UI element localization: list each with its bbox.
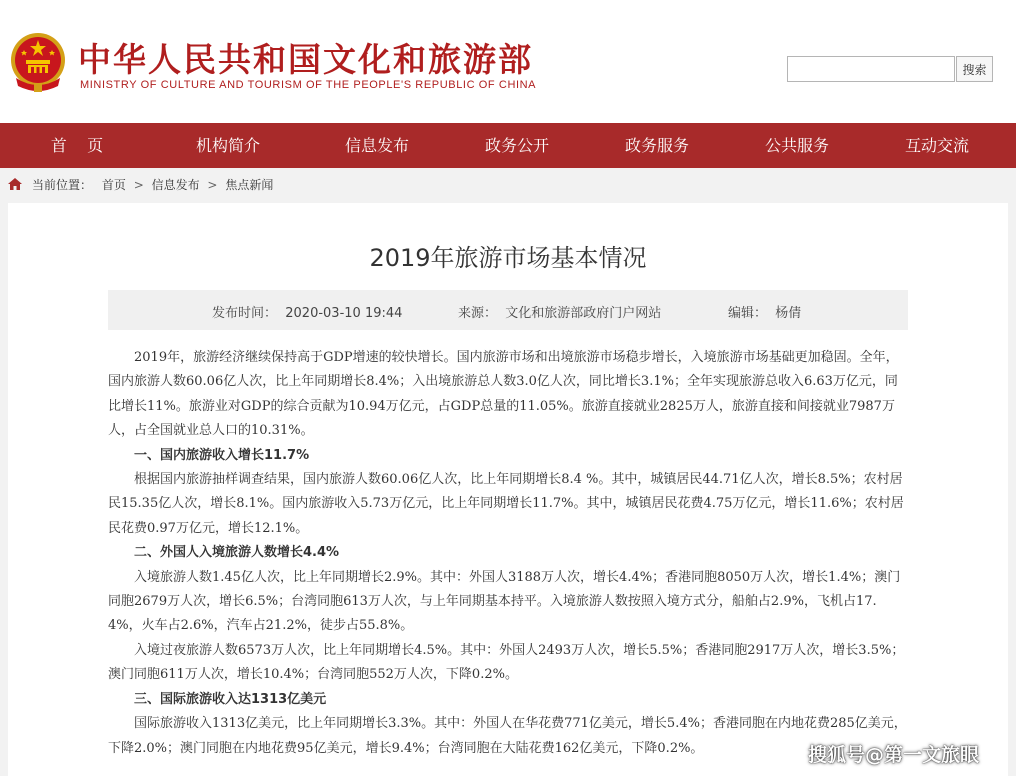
site-subtitle: MINISTRY OF CULTURE AND TOURISM OF THE PEOPLE'S REPUBLIC OF CHINA [80,79,537,91]
article-paragraph: 入境过夜旅游人数6573万人次，比上年同期增长4.5%。其中：外国人2493万人次，增长5.5%；香港同胞2917万人次，增长3.5%；澳门同胞611万人次，增长10.4%；台湾同胞552万人次，下降0.2%。 [108,642,905,683]
section-heading: 三、国际旅游收入达1313亿美元 [134,691,327,707]
nav-item-home[interactable]: 首 页 [50,136,104,155]
breadcrumb-item-news[interactable]: 信息发布 [151,178,200,192]
article-paragraph: 入境旅游人数1.45亿人次，比上年同期增长2.9%。其中：外国人3188万人次，增长4.4%；香港同胞8050万人次，增长1.4%；澳门同胞2679万人次，增长6.5%；台湾同胞613万人次，与上年同期基本持平。入境旅游人数按照入境方式分，船舶占2.9%，飞机占17.4%，火车占2.6%，汽车占21.2%，徒步占55.8%。 [108,569,901,634]
nav-item-about[interactable]: 机构简介 [195,136,261,155]
article-paragraph: 根据国内旅游抽样调查结果，国内旅游人数60.06亿人次，比上年同期增长8.4 %。其中，城镇居民44.71亿人次，增长8.5%；农村居民15.35亿人次，增长8.1%。国内旅游收入5.73万亿元，比上年同期增长11.7%。其中，城镇居民花费4.75万亿元，增长11.6%；农村居民花费0.97万亿元，增长12.1%。 [108,472,904,536]
breadcrumb-separator: > [133,178,144,192]
article-meta-bar [108,290,908,330]
search-input[interactable] [787,56,955,82]
home-icon [8,178,22,190]
section-heading: 二、外国人入境旅游人数增长4.4% [134,545,340,561]
article-body [108,346,910,761]
breadcrumb-item-home[interactable]: 首页 [101,178,126,192]
nav-item-public-services[interactable]: 公共服务 [764,136,830,155]
nav-item-government-affairs[interactable]: 政务公开 [484,136,550,155]
breadcrumb-item-focus-news[interactable]: 焦点新闻 [225,178,274,192]
nav-item-news[interactable]: 信息发布 [344,136,410,155]
search-button[interactable]: 搜索 [956,56,993,82]
nav-item-interaction[interactable]: 互动交流 [904,136,970,155]
article-paragraph: 国际旅游收入1313亿美元，比上年同期增长3.3%。其中：外国人在华花费771亿美元，增长5.4%；香港同胞在内地花费285亿美元，下降2.0%；澳门同胞在内地花费95亿美元，增长9.4%；台湾同胞在大陆花费162亿美元，下降0.2%。 [108,716,907,756]
article-title: 2019年旅游市场基本情况 [369,244,647,272]
article-source: 来源： 文化和旅游部政府门户网站 [458,306,662,321]
breadcrumb-current-label: 当前位置： [32,178,93,192]
main-nav [0,123,1016,168]
publish-date: 发布时间： 2020-03-10 19:44 [212,306,403,321]
section-heading: 一、国内旅游收入增长11.7% [134,447,310,463]
national-emblem-icon [8,30,68,94]
article-paragraph: 2019年，旅游经济继续保持高于GDP增速的较快增长。国内旅游市场和出境旅游市场稳步增长，入境旅游市场基础更加稳固。全年，国内旅游人数60.06亿人次，比上年同期增长8.4%；入出境旅游总人数3.0亿人次，同比增长3.1%；全年实现旅游总收入6.63万亿元，同比增长11%。旅游业对GDP的综合贡献为10.94万亿元，占GDP总量的11.05%。旅游直接就业2825万人，旅游直接和间接就业7987万人，占全国就业总人口的10.31%。 [108,350,899,439]
breadcrumb [32,176,273,193]
site-title[interactable]: 中华人民共和国文化和旅游部 [78,40,533,79]
nav-item-government-services[interactable]: 政务服务 [624,136,690,155]
article-editor: 编辑： 杨倩 [728,306,802,321]
watermark: 搜狐号@第一文旅眼 [808,744,980,766]
breadcrumb-separator: > [207,178,218,192]
